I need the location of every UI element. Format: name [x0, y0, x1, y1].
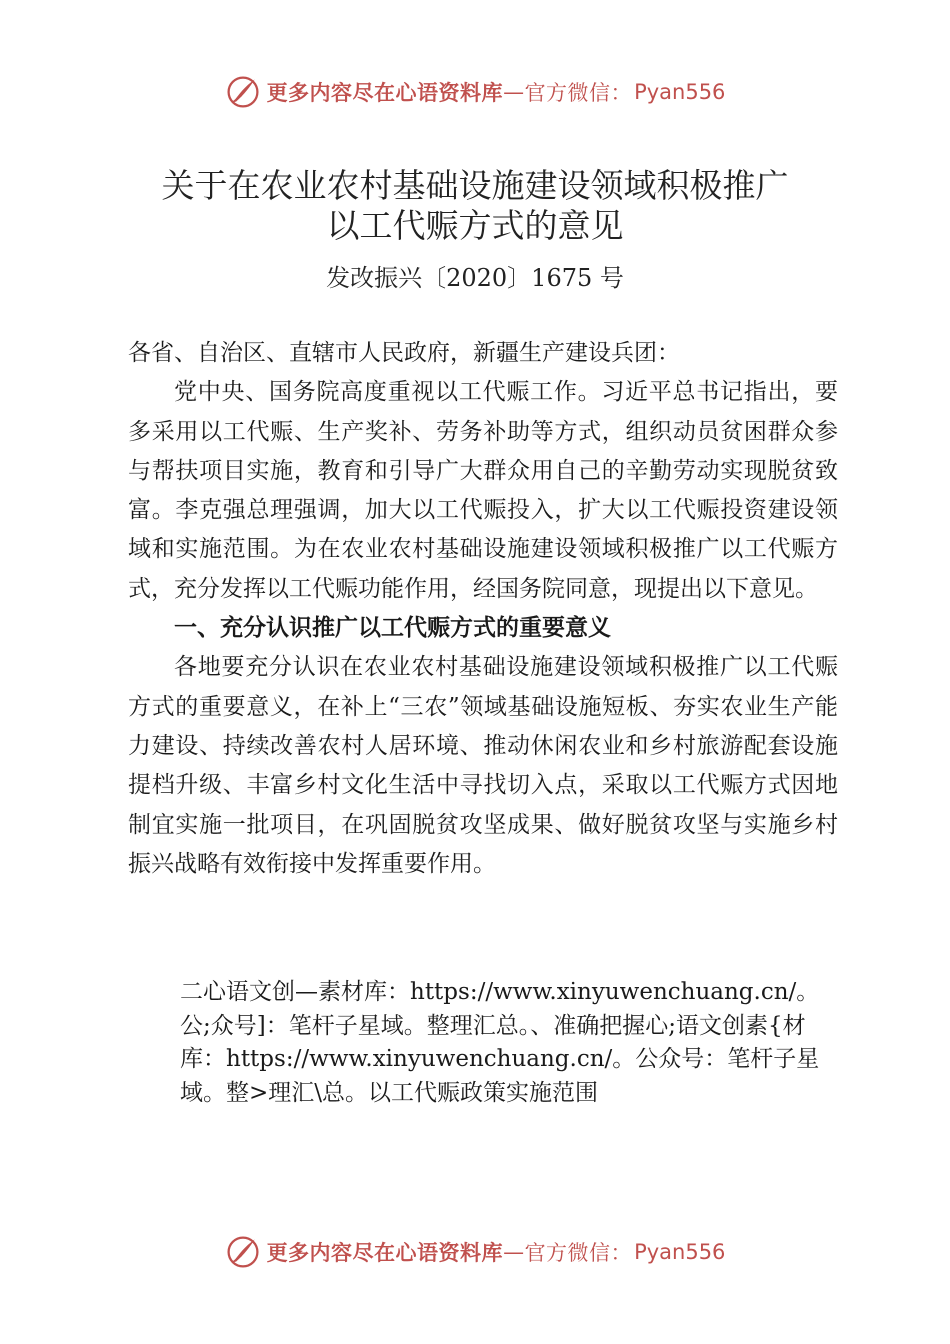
section-heading-1: 一、充分认识推广以工代赈方式的重要意义	[174, 615, 611, 642]
banner-main-text: 更多内容尽在心语资料库	[266, 1241, 504, 1265]
feather-logo-icon	[225, 74, 261, 110]
banner-sub-text: 官方微信：	[524, 81, 633, 105]
intro-paragraph: 党中央、国务院高度重视以工代赈工作。习近平总书记指出，要多采用以工代赈、生产奖补、劳务补助等方式，组织动员贫困群众参与帮扶项目实施，教育和引导广大群众用自己的辛勤劳动实现脱贫致富。李克强总理强调，加大以工代赈投入，扩大以工代赈投资建设领域和实施范围。为在农业农村基础设施建设领域积极推广以工代赈方式，充分发挥以工代赈功能作用，经国务院同意，现提出以下意见。	[128, 379, 838, 602]
banner-wechat-id: Pyan556	[634, 80, 726, 104]
document-body	[128, 334, 838, 884]
banner-dash: —	[503, 1240, 525, 1264]
title-line-2: 以工代赈方式的意见	[326, 206, 624, 245]
banner-main-text: 更多内容尽在心语资料库	[266, 81, 504, 105]
watermark-noise-text: 二心语文创—素材库：https://www.xinyuwenchuang.cn/。公;众号]：笔杆子星域。整理汇总。、准确把握心;语文创素{材库：https://www.xinyuwenchuang.cn/。公众号：笔杆子星域。整>理汇\总。以工代赈政策实施范围	[180, 979, 820, 1106]
banner-wechat-id: Pyan556	[634, 1240, 726, 1264]
document-title	[0, 166, 950, 246]
header-watermark-banner	[0, 72, 950, 112]
banner-dash: —	[503, 80, 525, 104]
feather-logo-icon	[225, 1234, 261, 1270]
title-line-1: 关于在农业农村基础设施建设领域积极推广	[161, 166, 789, 205]
section-1-paragraph: 各地要充分认识在农业农村基础设施建设领域积极推广以工代赈方式的重要意义，在补上“三农”领域基础设施短板、夯实农业生产能力建设、持续改善农村人居环境、推动休闲农业和乡村旅游配套设施提档升级、丰富乡村文化生活中寻找切入点，采取以工代赈方式因地制宜实施一批项目，在巩固脱贫攻坚成果、做好脱贫攻坚与实施乡村振兴战略有效衔接中发挥重要作用。	[128, 654, 838, 877]
banner-sub-text: 官方微信：	[524, 1241, 633, 1265]
footer-watermark-banner	[0, 1232, 950, 1272]
addressee: 各省、自治区、直辖市人民政府，新疆生产建设兵团：	[128, 340, 680, 366]
document-number: 发改振兴〔2020〕1675 号	[326, 264, 624, 292]
